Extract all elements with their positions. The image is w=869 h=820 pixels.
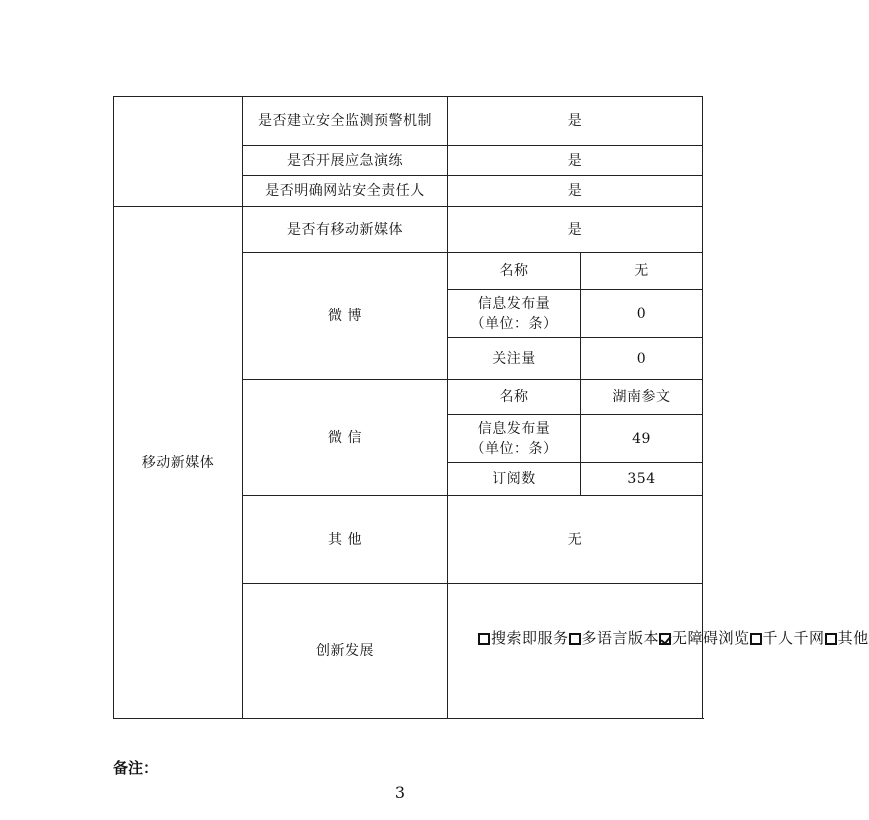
security-section-cell: [114, 97, 243, 207]
innovation-option[interactable]: [478, 629, 569, 647]
weibo-name-label: 名称: [448, 253, 581, 290]
responsible-label: 是否明确网站安全责任人: [243, 176, 448, 207]
innovation-option[interactable]: [750, 629, 825, 647]
monitoring-label: 是否建立安全监测预警机制: [243, 97, 448, 146]
checkbox-icon[interactable]: [825, 633, 837, 645]
mobile-section-label: 移动新媒体: [114, 207, 243, 719]
weibo-followers-value: 0: [581, 338, 703, 380]
monitoring-value: 是: [448, 97, 703, 146]
wechat-name-value: 湖南参文: [581, 380, 703, 415]
mobile-has-label: 是否有移动新媒体: [243, 207, 448, 253]
innovation-label: 创新发展: [243, 584, 448, 719]
wechat-label: 微 信: [243, 380, 448, 496]
innovation-option-label: 无障碍浏览: [672, 629, 750, 647]
weibo-name-value: 无: [581, 253, 703, 290]
page-number: 3: [394, 783, 406, 802]
checkbox-icon[interactable]: [569, 633, 581, 645]
innovation-options: [448, 584, 869, 719]
other-label: 其 他: [243, 496, 448, 584]
weibo-label: 微 博: [243, 253, 448, 380]
checkbox-icon[interactable]: [750, 633, 762, 645]
innovation-option-label: 千人千网: [762, 629, 825, 647]
wechat-subscribers-value: 354: [581, 463, 703, 496]
wechat-name-label: 名称: [448, 380, 581, 415]
drill-label: 是否开展应急演练: [243, 146, 448, 176]
weibo-followers-label: 关注量: [448, 338, 581, 380]
wechat-posts-label: 信息发布量（单位：条）: [448, 415, 581, 463]
innovation-option-label: 多语言版本: [581, 629, 660, 647]
innovation-option-label: 搜索即服务: [491, 629, 569, 647]
weibo-posts-value: 0: [581, 290, 703, 338]
remark-label: 备注：: [113, 759, 159, 777]
weibo-posts-label: 信息发布量（单位：条）: [448, 290, 581, 338]
innovation-option[interactable]: [569, 629, 660, 647]
innovation-option-label: 其他: [837, 629, 869, 647]
wechat-subscribers-label: 订阅数: [448, 463, 581, 496]
mobile-has-value: 是: [448, 207, 703, 253]
report-table: [113, 96, 869, 719]
drill-value: 是: [448, 146, 703, 176]
checked-checkbox-icon[interactable]: [659, 633, 671, 645]
innovation-option[interactable]: [659, 629, 750, 647]
other-value: 无: [448, 496, 703, 584]
wechat-posts-value: 49: [581, 415, 703, 463]
innovation-option[interactable]: [825, 629, 869, 647]
checkbox-icon[interactable]: [478, 633, 490, 645]
responsible-value: 是: [448, 176, 703, 207]
